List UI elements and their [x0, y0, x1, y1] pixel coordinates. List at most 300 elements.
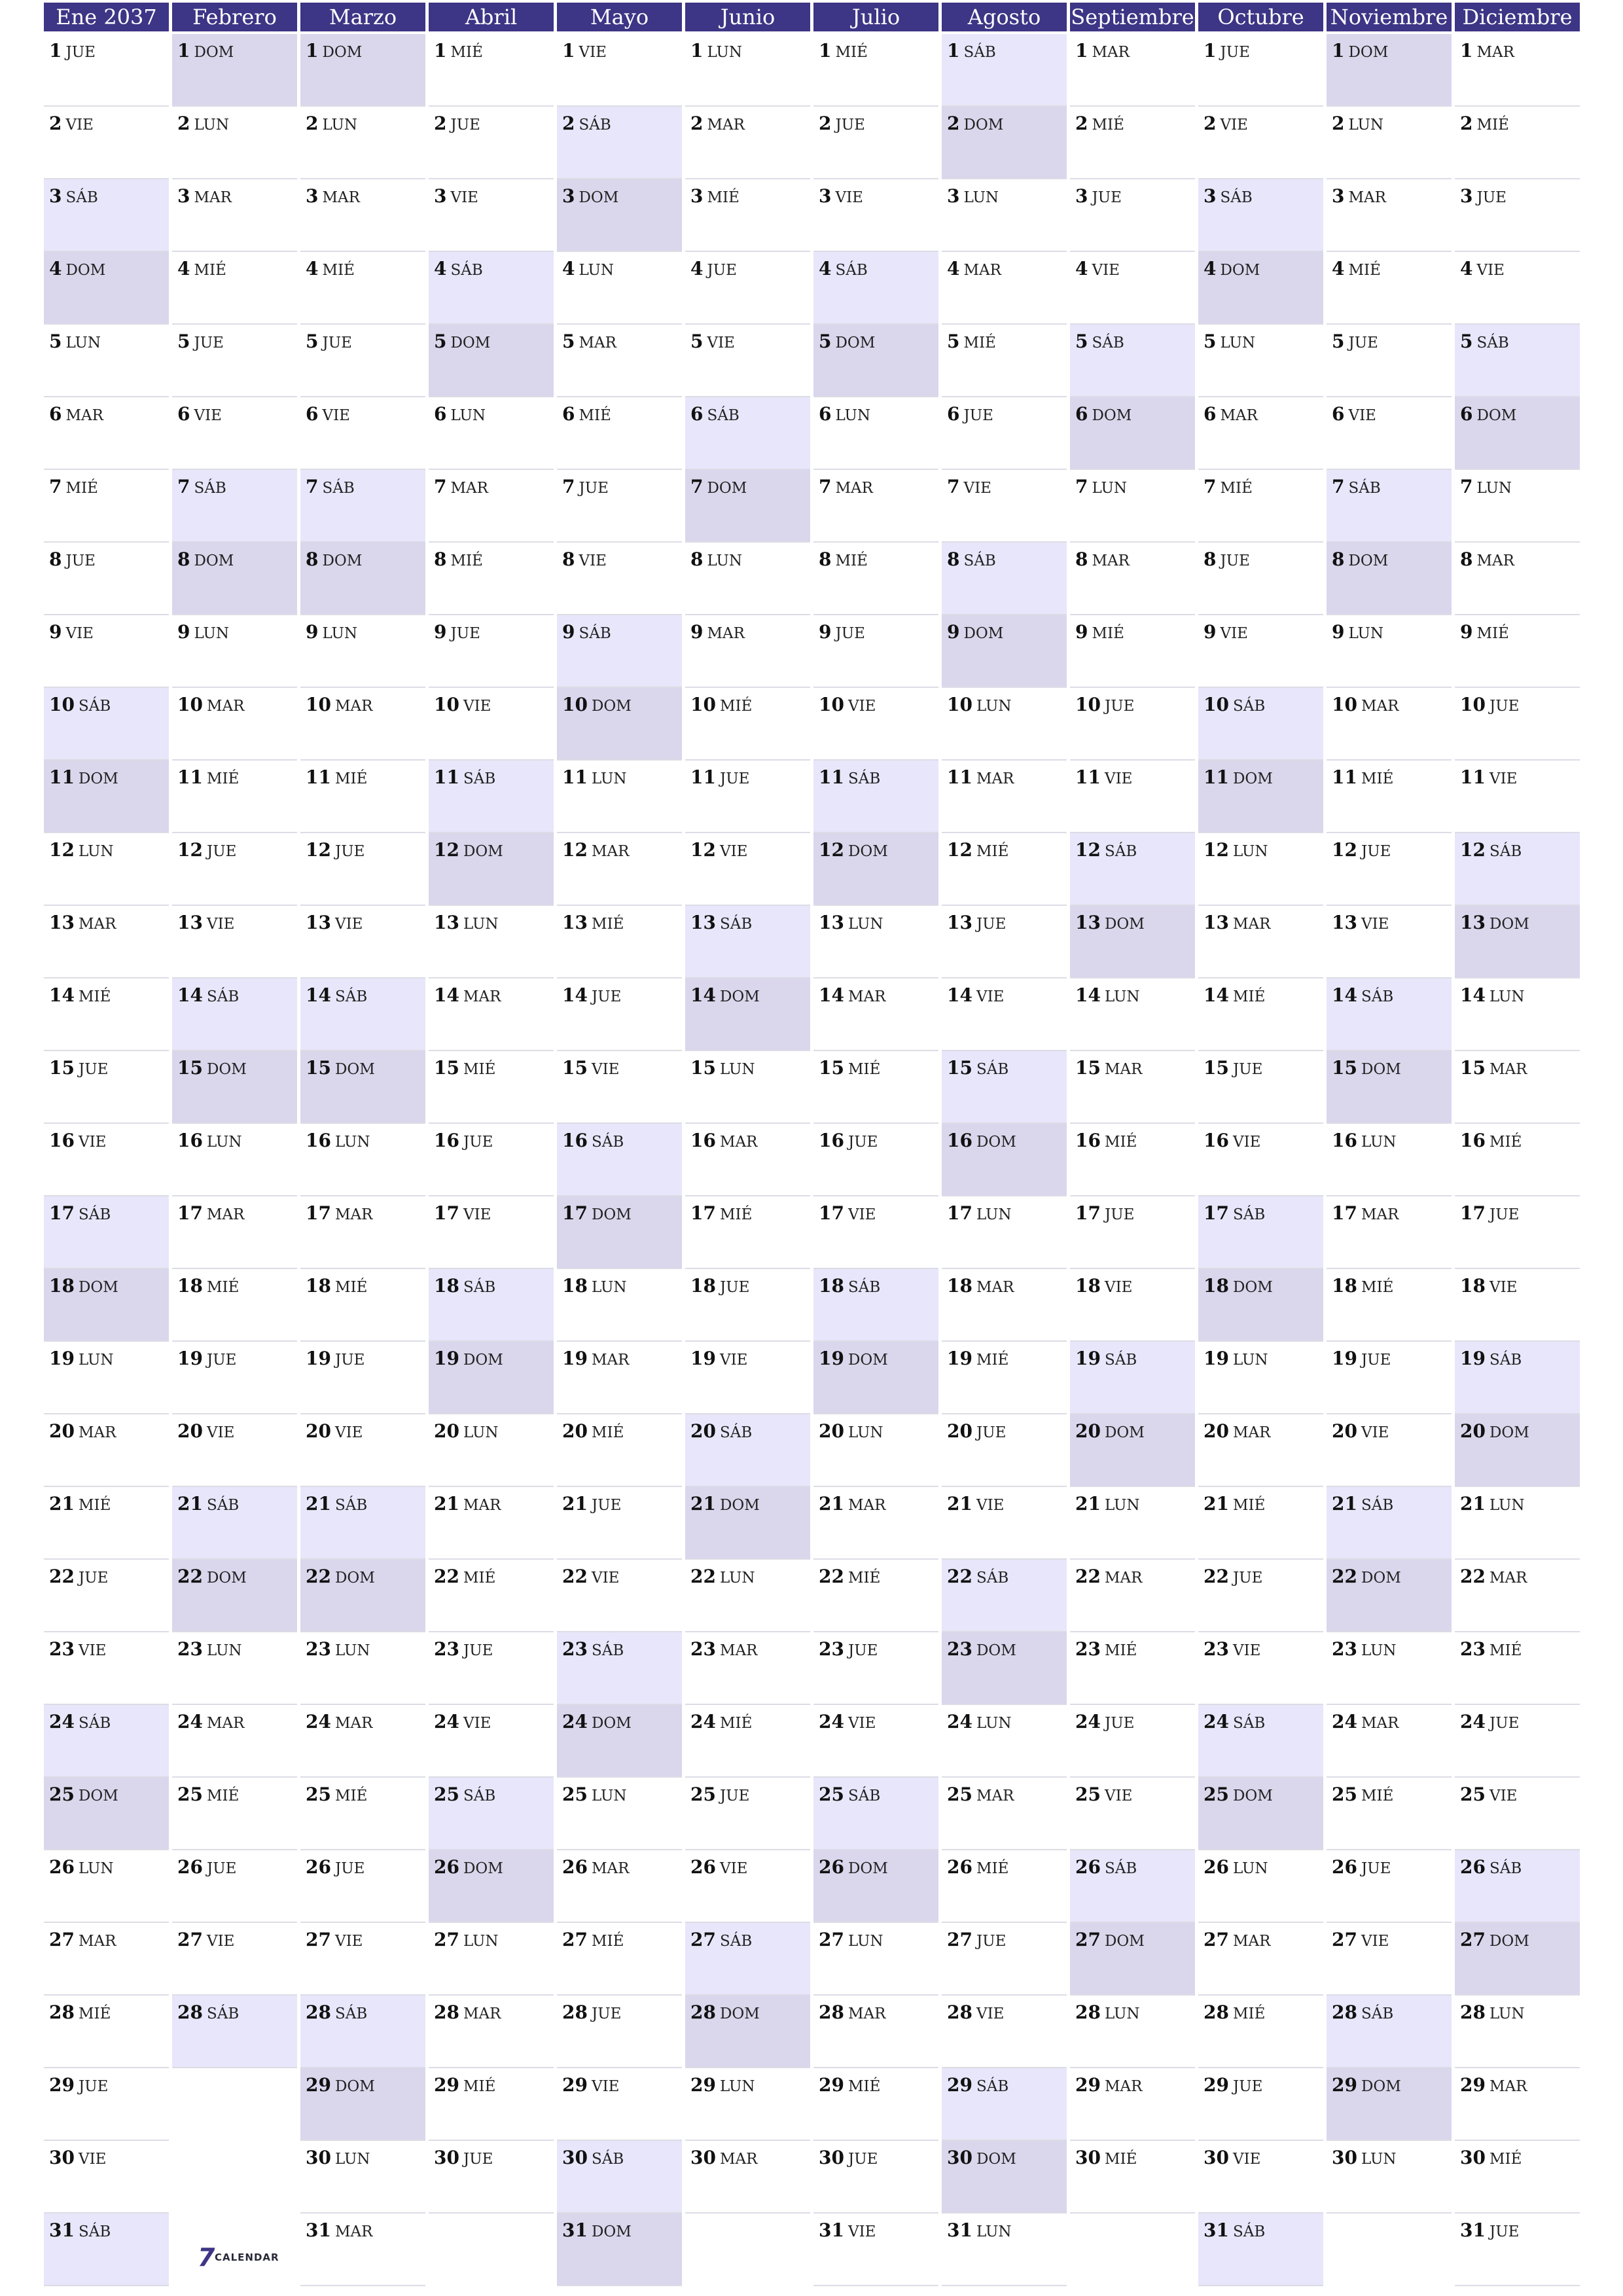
day-cell: [1455, 2141, 1580, 2214]
day-cell: [429, 1196, 554, 1269]
weekday-label: JUE: [1220, 44, 1250, 61]
weekday-label: VIE: [1489, 770, 1518, 787]
day-number: 31 DOM: [562, 2219, 632, 2241]
day-cell: [1327, 179, 1452, 252]
day-number: 1 DOM: [1332, 40, 1389, 62]
day-number: 7 SÁB: [1332, 476, 1381, 497]
day-number: 25 SÁB: [819, 1784, 881, 1805]
day-number: 1 MIÉ: [819, 40, 868, 62]
day-number: 28 DOM: [690, 2001, 760, 2023]
day-cell: [942, 543, 1067, 615]
day-cell: [429, 107, 554, 179]
day-number: 7 LUN: [1460, 476, 1512, 497]
day-number: 6 SÁB: [690, 403, 740, 425]
day-number: 4 LUN: [562, 258, 615, 279]
weekday-label: DOM: [1361, 1570, 1401, 1587]
day-cell: [1455, 1632, 1580, 1705]
day-cell: [1198, 1124, 1323, 1196]
day-number: 1 VIE: [562, 40, 607, 62]
day-number: 9 LUN: [306, 621, 358, 643]
day-cell: [557, 1051, 682, 1124]
day-number: 28 LUN: [1460, 2001, 1525, 2023]
day-cell: [942, 1560, 1067, 1632]
weekday-label: MAR: [463, 2005, 501, 2022]
day-number: 30 VIE: [49, 2147, 107, 2168]
weekday-label: SÁB: [1361, 2005, 1394, 2022]
weekday-label: JUE: [78, 2078, 109, 2095]
weekday-label: LUN: [322, 625, 358, 642]
weekday-label: MIÉ: [963, 334, 996, 351]
day-number: 5 LUN: [1204, 331, 1256, 352]
weekday-label: MAR: [1361, 698, 1399, 715]
day-cell: [813, 906, 938, 978]
day-number: 14 LUN: [1075, 984, 1140, 1006]
day-cell: [685, 1996, 810, 2068]
month-header: Febrero: [172, 3, 297, 31]
day-number: 25 DOM: [1204, 1784, 1273, 1805]
weekday-label: VIE: [847, 1206, 876, 1223]
weekday-label: MAR: [1092, 44, 1130, 61]
day-number: 10 VIE: [434, 694, 491, 715]
day-cell: [813, 107, 938, 179]
weekday-label: LUN: [963, 189, 999, 206]
day-cell: [429, 1414, 554, 1487]
weekday-label: DOM: [463, 1860, 503, 1877]
day-number: 10 JUE: [1075, 694, 1135, 715]
day-cell: [1070, 1923, 1195, 1996]
day-number: 12 VIE: [690, 839, 748, 861]
day-cell: [1198, 325, 1323, 397]
weekday-label: VIE: [1220, 625, 1248, 642]
month-header: Ene 2037: [44, 3, 169, 31]
day-number: 19 MIÉ: [947, 1348, 1009, 1369]
day-number: 22 MIÉ: [434, 1566, 496, 1587]
day-cell: [1455, 1850, 1580, 1923]
day-cell: [1327, 1560, 1452, 1632]
weekday-label: DOM: [719, 2005, 760, 2022]
day-number: 30 MAR: [690, 2147, 758, 2168]
weekday-label: LUN: [206, 1134, 242, 1151]
day-number: 21 LUN: [1075, 1493, 1140, 1515]
weekday-label: MAR: [194, 189, 232, 206]
day-number: 2 LUN: [1332, 113, 1384, 134]
day-cell: [1327, 107, 1452, 179]
weekday-label: JUE: [976, 916, 1007, 933]
day-cell: [429, 906, 554, 978]
day-number: 14 SÁB: [177, 984, 240, 1006]
month-column: [1455, 0, 1580, 2296]
weekday-label: JUE: [65, 552, 96, 569]
day-cell: [1198, 1560, 1323, 1632]
day-number: 24 MAR: [177, 1711, 245, 1732]
day-cell: [300, 2214, 425, 2286]
day-cell: [685, 761, 810, 833]
weekday-label: SÁB: [707, 407, 740, 424]
day-number: 15 JUE: [1204, 1057, 1263, 1079]
month-column: [429, 0, 554, 2296]
day-cell: [813, 1632, 938, 1705]
day-cell: [44, 1996, 169, 2068]
weekday-label: VIE: [450, 189, 478, 206]
day-number: 23 LUN: [306, 1638, 370, 1660]
weekday-label: SÁB: [579, 625, 611, 642]
day-number: 9 DOM: [947, 621, 1004, 643]
day-cell: [557, 1705, 682, 1778]
day-cell: [685, 252, 810, 325]
weekday-label: MAR: [1476, 44, 1514, 61]
day-cell: [44, 1342, 169, 1414]
day-number: 4 VIE: [1460, 258, 1505, 279]
weekday-label: LUN: [1220, 334, 1256, 351]
day-cell: [1070, 1124, 1195, 1196]
day-cell: [300, 978, 425, 1051]
weekday-label: LUN: [847, 916, 883, 933]
weekday-label: MAR: [1232, 1933, 1271, 1950]
weekday-label: SÁB: [719, 1424, 753, 1441]
weekday-label: LUN: [194, 625, 230, 642]
day-number: 23 JUE: [434, 1638, 493, 1660]
weekday-label: SÁB: [847, 1787, 881, 1804]
weekday-label: MIÉ: [450, 44, 483, 61]
day-number: 26 JUE: [306, 1856, 365, 1878]
day-cell: [429, 2068, 554, 2141]
day-number: 29 DOM: [1332, 2074, 1401, 2096]
day-cell: [44, 1051, 169, 1124]
weekday-label: DOM: [847, 1860, 888, 1877]
day-number: 26 SÁB: [1460, 1856, 1522, 1878]
weekday-label: DOM: [591, 1715, 632, 1732]
day-number: 5 SÁB: [1075, 331, 1124, 352]
weekday-label: VIE: [78, 1642, 107, 1659]
day-cell: [685, 1923, 810, 1996]
day-number: 21 MAR: [819, 1493, 886, 1515]
day-cell: [429, 1342, 554, 1414]
weekday-label: SÁB: [847, 770, 881, 787]
day-cell: [813, 179, 938, 252]
day-cell: [557, 1778, 682, 1850]
day-number: 11 MIÉ: [306, 766, 368, 788]
month-column: [1070, 0, 1195, 2296]
day-number: 24 JUE: [1460, 1711, 1520, 1732]
weekday-label: LUN: [1104, 1497, 1140, 1514]
weekday-label: MIÉ: [206, 770, 240, 787]
weekday-label: DOM: [78, 1787, 118, 1804]
day-cell: [1198, 107, 1323, 179]
day-cell: [44, 397, 169, 470]
weekday-label: JUE: [78, 1061, 109, 1078]
weekday-label: VIE: [65, 117, 94, 134]
day-cell: [1070, 1342, 1195, 1414]
day-number: 27 DOM: [1460, 1929, 1529, 1950]
day-number: 28 MAR: [434, 2001, 501, 2023]
day-cell: [942, 1923, 1067, 1996]
day-number: 2 MAR: [690, 113, 745, 134]
day-number: 20 VIE: [306, 1420, 363, 1442]
weekday-label: MAR: [847, 988, 886, 1005]
weekday-label: JUE: [450, 117, 480, 134]
day-cell: [942, 107, 1067, 179]
day-cell: [1455, 688, 1580, 761]
weekday-label: JUE: [579, 480, 609, 497]
weekday-label: JUE: [719, 1787, 750, 1804]
day-cell: [813, 1051, 938, 1124]
weekday-label: MAR: [847, 2005, 886, 2022]
weekday-label: DOM: [1489, 916, 1529, 933]
day-number: 17 SÁB: [1204, 1202, 1266, 1224]
weekday-label: JUE: [194, 334, 224, 351]
day-cell: [44, 1196, 169, 1269]
day-cell: [300, 107, 425, 179]
day-number: 30 LUN: [1332, 2147, 1397, 2168]
weekday-label: JUE: [719, 770, 750, 787]
weekday-label: JUE: [334, 1352, 365, 1369]
month-column: [44, 0, 169, 2296]
weekday-label: DOM: [322, 44, 363, 61]
day-number: 13 DOM: [1460, 912, 1529, 933]
weekday-label: MIÉ: [463, 1570, 496, 1587]
day-cell: [300, 543, 425, 615]
day-cell: [172, 978, 297, 1051]
weekday-label: DOM: [591, 1206, 632, 1223]
weekday-label: SÁB: [1348, 480, 1381, 497]
day-number: 17 MAR: [1332, 1202, 1399, 1224]
weekday-label: LUN: [450, 407, 486, 424]
weekday-label: SÁB: [78, 698, 111, 715]
day-cell: [429, 34, 554, 107]
day-cell: [300, 615, 425, 688]
day-cell: [300, 1124, 425, 1196]
weekday-label: MAR: [206, 1715, 245, 1732]
day-cell: [942, 1632, 1067, 1705]
weekday-label: VIE: [1104, 770, 1133, 787]
weekday-label: JUE: [1348, 334, 1378, 351]
day-cell: [1198, 1705, 1323, 1778]
weekday-label: MIÉ: [206, 1787, 240, 1804]
day-cell: [813, 1196, 938, 1269]
day-number: 25 JUE: [690, 1784, 750, 1805]
weekday-label: VIE: [334, 1933, 363, 1950]
day-cell: [1455, 252, 1580, 325]
day-number: 1 MAR: [1460, 40, 1514, 62]
day-number: 28 LUN: [1075, 2001, 1140, 2023]
weekday-label: VIE: [1104, 1787, 1133, 1804]
day-cell: [557, 252, 682, 325]
day-cell: [1327, 1342, 1452, 1414]
weekday-label: MIÉ: [463, 2078, 496, 2095]
weekday-label: SÁB: [334, 2005, 368, 2022]
weekday-label: MAR: [1361, 1715, 1399, 1732]
day-number: 3 VIE: [434, 185, 478, 207]
weekday-label: LUN: [847, 1424, 883, 1441]
weekday-label: LUN: [579, 262, 615, 279]
day-cell: [557, 1632, 682, 1705]
day-number: 17 MAR: [177, 1202, 245, 1224]
day-number: 29 LUN: [690, 2074, 755, 2096]
day-number: 10 MAR: [306, 694, 373, 715]
day-cell: [1327, 688, 1452, 761]
day-cell: [685, 1705, 810, 1778]
day-cell: [44, 470, 169, 543]
weekday-label: JUE: [1476, 189, 1507, 206]
day-number: 23 JUE: [819, 1638, 878, 1660]
day-cell: [300, 906, 425, 978]
day-number: 20 DOM: [1075, 1420, 1145, 1442]
weekday-label: JUE: [591, 988, 622, 1005]
weekday-label: DOM: [334, 1570, 375, 1587]
day-cell: [557, 470, 682, 543]
weekday-label: VIE: [591, 1570, 620, 1587]
weekday-label: VIE: [591, 1061, 620, 1078]
day-number: 15 SÁB: [947, 1057, 1009, 1079]
day-cell: [1327, 1196, 1452, 1269]
weekday-label: JUE: [1361, 843, 1391, 860]
day-number: 15 MIÉ: [819, 1057, 881, 1079]
weekday-label: SÁB: [976, 1061, 1009, 1078]
day-number: 3 MIÉ: [690, 185, 740, 207]
weekday-label: SÁB: [206, 2005, 240, 2022]
day-cell: [813, 470, 938, 543]
day-number: 7 LUN: [1075, 476, 1128, 497]
weekday-label: MIÉ: [334, 770, 368, 787]
day-number: 26 JUE: [1332, 1856, 1391, 1878]
weekday-label: MIÉ: [1348, 262, 1381, 279]
day-cell: [813, 1705, 938, 1778]
weekday-label: MIÉ: [78, 2005, 111, 2022]
day-number: 27 MAR: [1204, 1929, 1271, 1950]
day-number: 17 JUE: [1460, 1202, 1520, 1224]
day-number: 4 SÁB: [434, 258, 483, 279]
day-cell: [942, 34, 1067, 107]
day-cell: [1455, 397, 1580, 470]
month-column: [1327, 0, 1452, 2296]
day-number: 8 JUE: [1204, 548, 1250, 570]
day-number: 2 MIÉ: [1075, 113, 1124, 134]
day-cell: [44, 2214, 169, 2286]
day-number: 19 MAR: [562, 1348, 630, 1369]
year-calendar: [44, 0, 1586, 2296]
day-cell: [172, 1196, 297, 1269]
day-cell: [685, 325, 810, 397]
weekday-label: SÁB: [1489, 843, 1522, 860]
weekday-label: SÁB: [463, 1787, 496, 1804]
day-cell: [300, 1196, 425, 1269]
month-header: Septiembre: [1070, 3, 1195, 31]
day-number: 19 JUE: [306, 1348, 365, 1369]
day-cell: [172, 1342, 297, 1414]
weekday-label: JUE: [65, 44, 96, 61]
weekday-label: SÁB: [963, 552, 996, 569]
day-cell: [1327, 1414, 1452, 1487]
day-number: 24 MIÉ: [690, 1711, 753, 1732]
day-cell: [942, 1850, 1067, 1923]
weekday-label: SÁB: [963, 44, 996, 61]
day-cell: [1327, 2068, 1452, 2141]
day-number: 17 DOM: [562, 1202, 632, 1224]
day-cell: [300, 2068, 425, 2141]
day-number: 31 MAR: [306, 2219, 373, 2241]
day-number: 26 VIE: [690, 1856, 748, 1878]
day-cell: [1327, 2141, 1452, 2214]
day-number: 14 LUN: [1460, 984, 1525, 1006]
weekday-label: VIE: [78, 1134, 107, 1151]
day-number: 3 SÁB: [1204, 185, 1253, 207]
day-cell: [685, 833, 810, 906]
day-number: 19 SÁB: [1075, 1348, 1137, 1369]
weekday-label: LUN: [1348, 117, 1384, 134]
month-header: Mayo: [557, 3, 682, 31]
day-number: 23 MIÉ: [1075, 1638, 1137, 1660]
weekday-label: DOM: [976, 1134, 1016, 1151]
day-number: 5 DOM: [819, 331, 876, 352]
day-number: 14 DOM: [690, 984, 760, 1006]
day-cell: [300, 1705, 425, 1778]
weekday-label: SÁB: [1104, 1860, 1137, 1877]
day-cell: [685, 1414, 810, 1487]
weekday-label: LUN: [65, 334, 101, 351]
weekday-label: MIÉ: [1092, 117, 1124, 134]
month-header: Diciembre: [1455, 3, 1580, 31]
weekday-label: MIÉ: [1361, 1787, 1394, 1804]
weekday-label: VIE: [719, 1860, 748, 1877]
weekday-label: LUN: [1232, 1352, 1268, 1369]
day-number: 20 MAR: [1204, 1420, 1271, 1442]
day-cell: [813, 397, 938, 470]
day-cell: [1070, 397, 1195, 470]
weekday-label: DOM: [719, 988, 760, 1005]
weekday-label: MAR: [78, 1933, 116, 1950]
day-cell: [942, 1778, 1067, 1850]
day-cell: [172, 1778, 297, 1850]
day-number: 5 LUN: [49, 331, 101, 352]
day-cell: [172, 397, 297, 470]
day-cell: [685, 543, 810, 615]
day-number: 5 JUE: [1332, 331, 1378, 352]
day-number: 18 MIÉ: [177, 1275, 240, 1297]
weekday-label: DOM: [463, 1352, 503, 1369]
day-number: 22 LUN: [690, 1566, 755, 1587]
month-header: Agosto: [942, 3, 1067, 31]
day-number: 13 SÁB: [690, 912, 753, 933]
weekday-label: MIÉ: [847, 1570, 881, 1587]
day-cell: [1455, 325, 1580, 397]
day-number: 9 SÁB: [562, 621, 611, 643]
day-number: 9 VIE: [49, 621, 94, 643]
day-number: 18 MIÉ: [306, 1275, 368, 1297]
day-number: 29 MAR: [1075, 2074, 1143, 2096]
weekday-label: DOM: [1361, 2078, 1401, 2095]
weekday-label: MIÉ: [1361, 1279, 1394, 1296]
day-number: 20 JUE: [947, 1420, 1007, 1442]
day-cell: [1198, 688, 1323, 761]
day-cell: [172, 688, 297, 761]
day-cell: [1198, 906, 1323, 978]
day-number: 13 VIE: [306, 912, 363, 933]
day-number: 22 DOM: [177, 1566, 247, 1587]
day-number: 8 MAR: [1460, 548, 1514, 570]
weekday-label: LUN: [591, 770, 627, 787]
weekday-label: MAR: [1489, 1061, 1527, 1078]
day-number: 12 MAR: [562, 839, 630, 861]
day-cell: [44, 252, 169, 325]
weekday-label: JUE: [1489, 698, 1520, 715]
weekday-label: LUN: [847, 1933, 883, 1950]
weekday-label: JUE: [334, 843, 365, 860]
weekday-label: MIÉ: [65, 480, 98, 497]
weekday-label: LUN: [1232, 1860, 1268, 1877]
day-cell: [429, 325, 554, 397]
day-cell: [1198, 1269, 1323, 1342]
weekday-label: MIÉ: [78, 1497, 111, 1514]
